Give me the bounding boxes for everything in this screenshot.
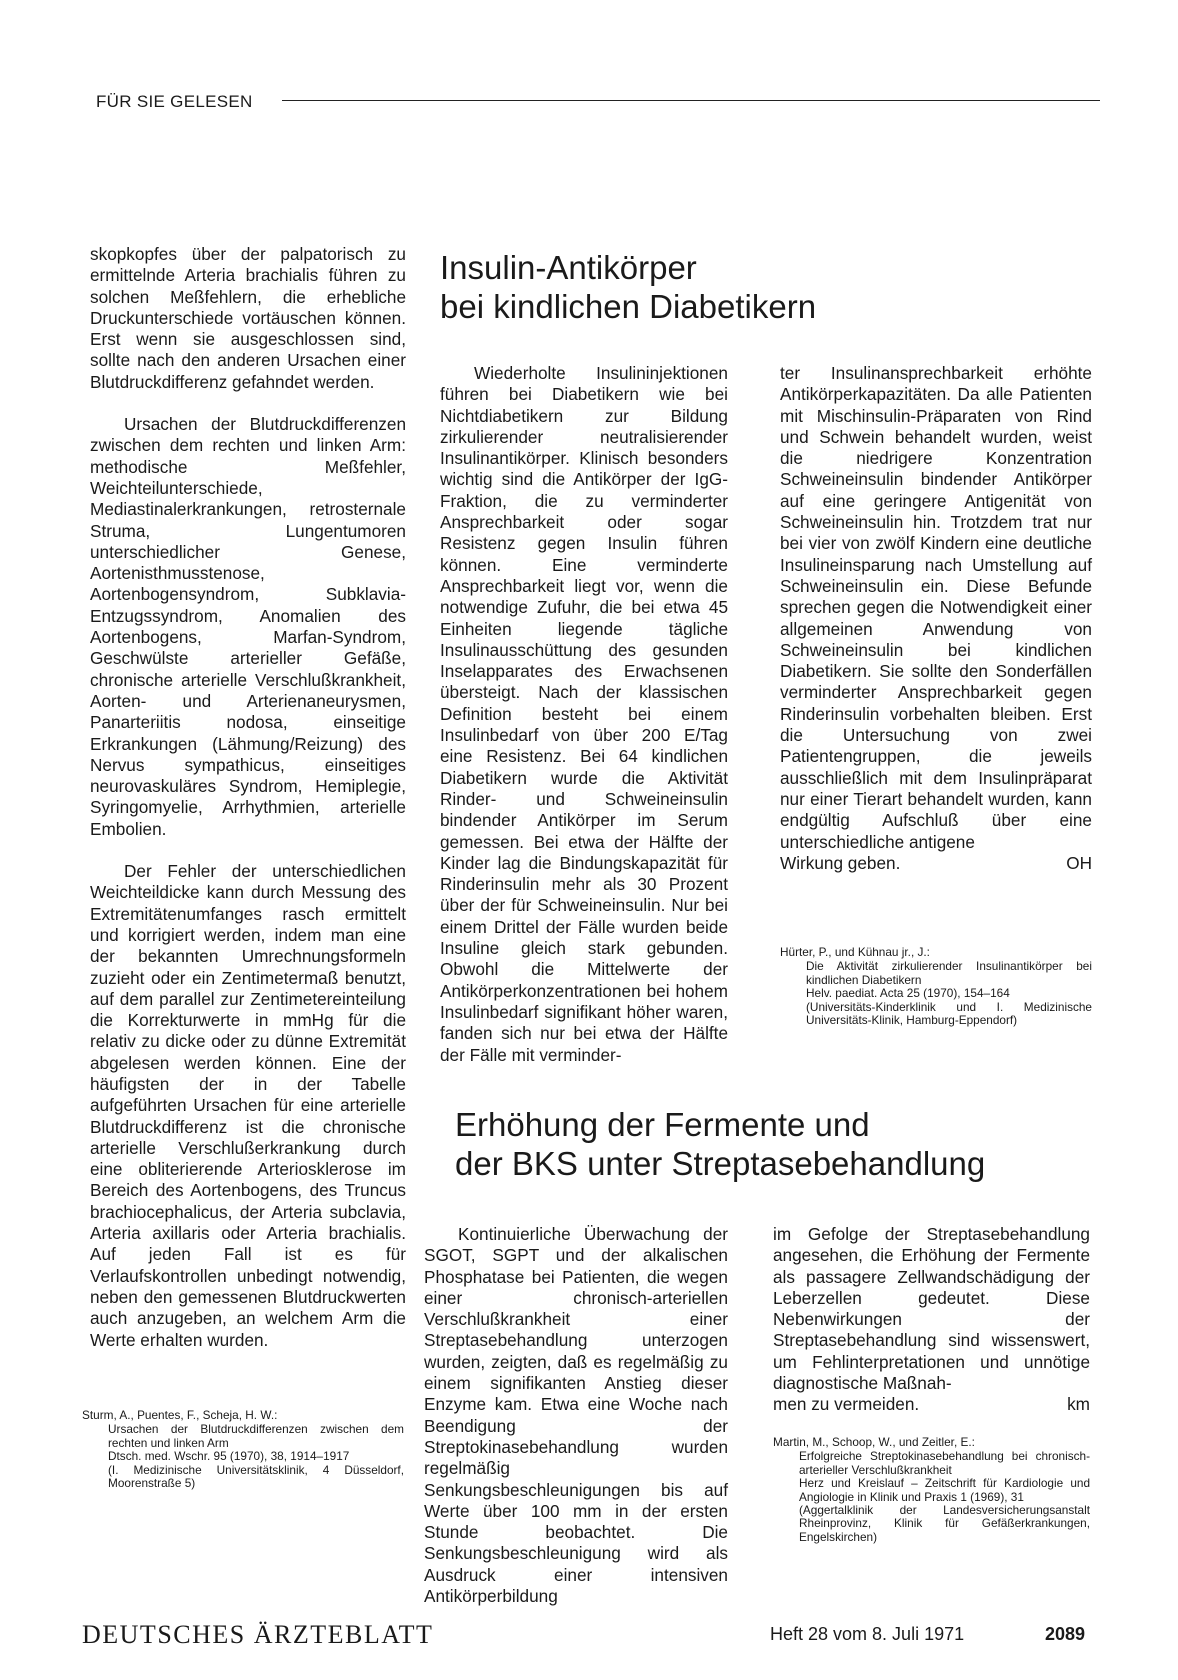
article2-title-line-1: Erhöhung der Fermente und bbox=[455, 1106, 870, 1143]
reference-author: Sturm, A., Puentes, F., Scheja, H. W.: bbox=[82, 1408, 278, 1422]
article1-column-2 bbox=[780, 363, 1092, 874]
journal-name: DEUTSCHES ÄRZTEBLATT bbox=[82, 1620, 434, 1649]
left-reference bbox=[82, 1409, 404, 1490]
article1-title-line-2: bei kindlichen Diabetikern bbox=[440, 288, 817, 325]
page-number: 2089 bbox=[1045, 1624, 1086, 1644]
article1-signature: OH bbox=[1066, 852, 1092, 873]
article1-reference bbox=[780, 946, 1092, 1027]
reference-institution: (Universitäts-Kinderklinik und I. Medizinische Universitäts-Klinik, Hamburg-Eppendorf) bbox=[806, 999, 1092, 1028]
article2-signature: km bbox=[1067, 1394, 1090, 1415]
left-article-text bbox=[90, 244, 406, 1351]
left-paragraph-1: skopkopfes über der palpatorisch zu ermittelnde Arteria brachialis führen zu solchen Meßfehlern, die erhebliche Druckunterschiede vortäuschen können. Erst wenn sie ausgeschlossen sind, sollte nach den anderen Ursachen einer Blutdruckdifferenz gefahndet werden. bbox=[90, 244, 406, 392]
section-label: FÜR SIE GELESEN bbox=[96, 92, 253, 111]
article1-column-2-text: ter Insulinansprechbarkeit erhöhte Antikörperkapazitäten. Da alle Patienten mit Mischinsulin-Präparaten von Rind und Schwein behandelt wurden, weist die niedrigere Konzentration Schweineinsulin bindender Antikörper auf eine geringere Antigenität von Schweineinsulin hin. Trotzdem trat nur bei vier von zwölf Kindern eine deutliche Insulineinsparung nach Umstellung auf Schweineinsulin ein. Diese Befunde sprechen gegen die Notwendigkeit einer allgemeinen Anwendung von Schweineinsulin bei kindlichen Diabetikern. Sie sollte den Sonderfällen verminderter Ansprechbarkeit gegen Rinderinsulin vorbehalten bleiben. Erst die Untersuchung von zwei Patientengruppen, die jeweils ausschließlich mit dem Insulinpräparat nur einer Tierart behandelt wurden, kann endgültig Aufschluß über eine unterschiedliche antigene bbox=[780, 363, 1092, 852]
article2-column-2 bbox=[773, 1224, 1090, 1416]
article1-title bbox=[440, 248, 816, 326]
reference-title: Ursachen der Blutdruckdifferenzen zwischen dem rechten und linken Arm bbox=[108, 1422, 404, 1450]
article1-title-line-1: Insulin-Antikörper bbox=[440, 249, 697, 286]
article2-column-2-last-line: men zu vermeiden. bbox=[773, 1394, 920, 1415]
left-paragraph-2: Ursachen der Blutdruckdifferenzen zwischen dem rechten und linken Arm: methodische Meßfehler, Weichteilunterschiede, Mediastinalerkrankungen, retrosternale Struma, Lungentumoren unterschiedlicher Genese, Aortenisthmusstenose, Aortenbogensyndrom, Subklavia-Entzugssyndrom, Anomalien des Aortenbogens, Marfan-Syndrom, Geschwülste arterieller Gefäße, chronische arterielle Verschlußkrankheit, Aorten- und Arterienaneurysmen, Panarteriitis nodosa, einseitige Erkrankungen (Lähmung/Reizung) des Nervus sympathicus, einseitiges neurovaskuläres Syndrom, Hemiplegie, Syringomyelie, Arrhythmien, arterielle Embolien. bbox=[90, 414, 406, 839]
article1-column-2-last-line: Wirkung geben. bbox=[780, 852, 901, 873]
article1-column-1: Wiederholte Insulininjektionen führen bei Diabetikern wie bei Nichtdiabetikern zur Bildung zirkulierender neutralisierender Insulinantikörper. Klinisch besonders wichtig sind die Antikörper der IgG-Fraktion, die zu verminderter Ansprechbarkeit oder sogar Resistenz gegen Insulin führen können. Eine verminderte Ansprechbarkeit liegt vor, wenn die notwendige Zufuhr, die bei etwa 45 Einheiten liegende tägliche Insulinausschüttung des gesunden Inselapparates des Erwachsenen übersteigt. Nach der klassischen Definition besteht bei einem Insulinbedarf von über 200 E/Tag eine Resistenz. Bei 64 kindlichen Diabetikern wurde die Aktivität Rinder- und Schweineinsulin bindender Antikörper im Serum gemessen. Bei etwa der Hälfte der Kinder lag die Bindungskapazität für Rinderinsulin mehr als 30 Prozent über der für Schweineinsulin. Nur bei einem Drittel der Fälle wurden beide Insuline gleich stark gebunden. Obwohl die Mittelwerte der Antikörperkonzentrationen bei hohem Insulinbedarf signifikant höher waren, fanden sich nur bei etwa der Hälfte der Fälle mit verminder- bbox=[440, 363, 728, 1065]
article2-title bbox=[455, 1105, 985, 1183]
article2-title-line-2: der BKS unter Streptasebehandlung bbox=[455, 1145, 986, 1182]
reference-institution: (I. Medizinische Universitätsklinik, 4 Düsseldorf, Moorenstraße 5) bbox=[108, 1462, 404, 1491]
reference-source: Herz und Kreislauf – Zeitschrift für Kardiologie und Angiologie in Klinik und Praxis 1 (1969), 31 bbox=[799, 1476, 1090, 1504]
reference-source: Dtsch. med. Wschr. 95 (1970), 38, 1914–1917 bbox=[108, 1449, 350, 1464]
issue-info: Heft 28 vom 8. Juli 1971 bbox=[770, 1624, 965, 1644]
article2-reference bbox=[773, 1436, 1090, 1544]
reference-institution: (Aggertalklinik der Landesversicherungsanstalt Rheinprovinz, Klinik für Gefäßerkrankungen, Engelskirchen) bbox=[799, 1503, 1090, 1544]
reference-source: Helv. paediat. Acta 25 (1970), 154–164 bbox=[806, 986, 1010, 1001]
article2-column-2-text: im Gefolge der Streptasebehandlung angesehen, die Erhöhung der Fermente als passagere Zellwandschädigung der Leberzellen gedeutet. Diese Nebenwirkungen der Streptasebehandlung sind wissenswert, um Fehlinterpretationen und unnötige diagnostische Maßnah- bbox=[773, 1224, 1090, 1394]
header-rule bbox=[282, 100, 1100, 101]
left-paragraph-3: Der Fehler der unterschiedlichen Weichteildicke kann durch Messung des Extremitätenumfanges rasch ermittelt und korrigiert werden, indem man eine der bekannten Umrechnungsformeln zuzieht oder ein Zentimetermaß benutzt, auf dem parallel zur Zentimetereinteilung die Korrekturwerte in mmHg für die relativ zu dicke oder zu dünne Extremität abgelesen werden können. Eine der häufigsten der in der Tabelle aufgeführten Ursachen für eine arterielle Blutdruckdifferenz ist die chronische arterielle Verschlußerkrankung durch eine obliterierende Arteriosklerose im Bereich des Aortenbogens, des Truncus brachiocephalicus, der Arteria subclavia, Arteria axillaris oder Arteria brachialis. Auf jeden Fall ist es für Verlaufskontrollen unbedingt notwendig, neben den gemessenen Blutdruckwerten auch anzugeben, an welchem Arm die Werte erhalten wurden. bbox=[90, 861, 406, 1350]
article2-column-1: Kontinuierliche Überwachung der SGOT, SGPT und der alkalischen Phosphatase bei Patienten, die wegen einer chronisch-arteriellen Verschlußkrankheit einer Streptasebehandlung unterzogen wurden, zeigten, daß es regelmäßig zu einem signifikanten Anstieg dieser Enzyme kam. Etwa eine Woche nach Beendigung der Streptokinasebehandlung wurden regelmäßig Senkungsbeschleunigungen bis auf Werte über 100 mm in der ersten Stunde beobachtet. Die Senkungsbeschleunigung wird als Ausdruck einer intensiven Antikörperbildung bbox=[424, 1224, 728, 1607]
reference-title: Erfolgreiche Streptokinasebehandlung bei chronisch-arterieller Verschlußkrankheit bbox=[799, 1449, 1090, 1477]
reference-author: Hürter, P., und Kühnau jr., J.: bbox=[780, 945, 930, 959]
reference-author: Martin, M., Schoop, W., und Zeitler, E.: bbox=[773, 1435, 975, 1449]
reference-title: Die Aktivität zirkulierender Insulinantikörper bei kindlichen Diabetikern bbox=[806, 959, 1092, 987]
